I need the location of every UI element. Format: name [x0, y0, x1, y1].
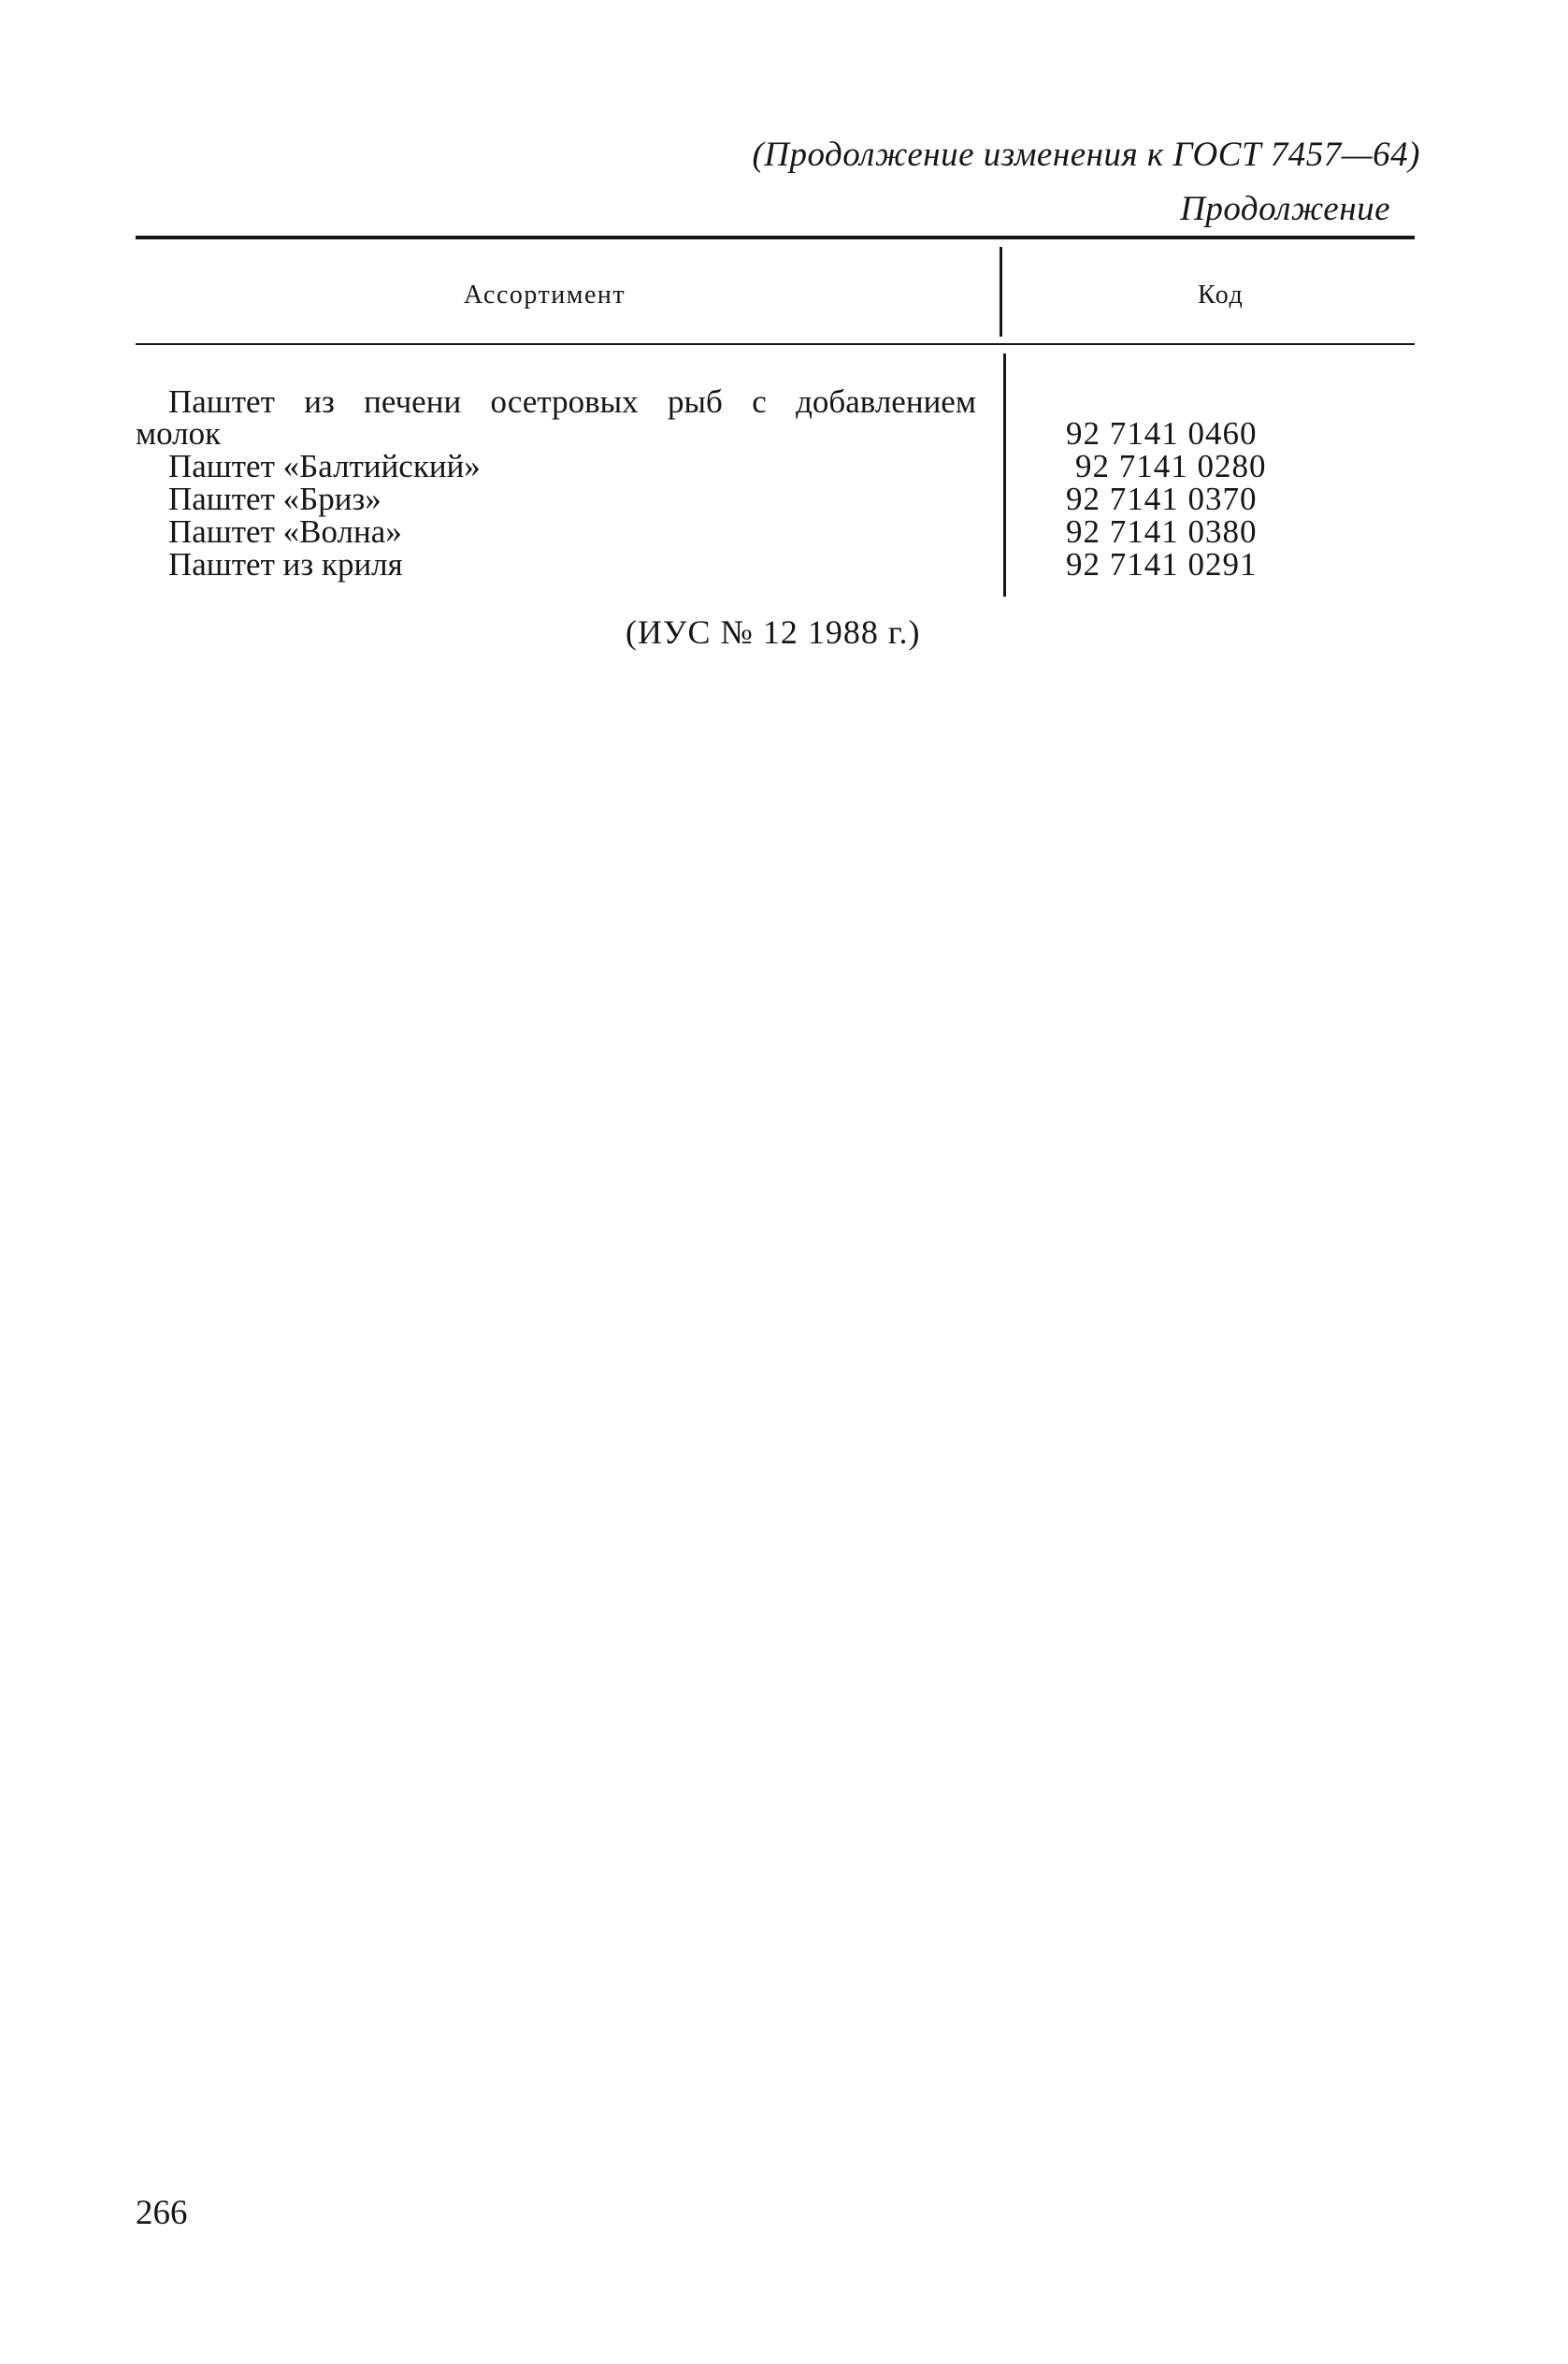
table-row-name: Паштет «Бриз» [168, 481, 381, 517]
column-header-code: Код [1198, 281, 1244, 310]
table-row-code: 92 7141 0460 [1066, 415, 1258, 452]
column-header-assortment: Ассортимент [464, 281, 626, 310]
table-row-name: Паштет из печени осетровых рыб с добавлением [168, 383, 976, 420]
table-top-rule [136, 236, 1415, 239]
table-header-divider [1000, 247, 1002, 337]
page-number: 266 [136, 2194, 188, 2232]
table-continuation-label: Продолжение [1180, 190, 1390, 228]
table-row-code: 92 7141 0380 [1066, 513, 1258, 550]
continuation-title: (Продолжение изменения к ГОСТ 7457—64) [752, 136, 1420, 174]
table-row-name-continuation: молок [136, 415, 222, 452]
table-body-divider [1003, 353, 1006, 597]
table-header-rule [136, 343, 1415, 345]
table-row-name: Паштет «Балтийский» [168, 448, 481, 484]
footnote: (ИУС № 12 1988 г.) [626, 613, 921, 651]
table-row-code: 92 7141 0280 [1075, 448, 1267, 484]
table-row-code: 92 7141 0291 [1066, 546, 1258, 583]
table-row-name: Паштет «Волна» [168, 513, 402, 550]
table-row-code: 92 7141 0370 [1066, 481, 1258, 517]
table-row-name: Паштет из криля [168, 546, 403, 583]
